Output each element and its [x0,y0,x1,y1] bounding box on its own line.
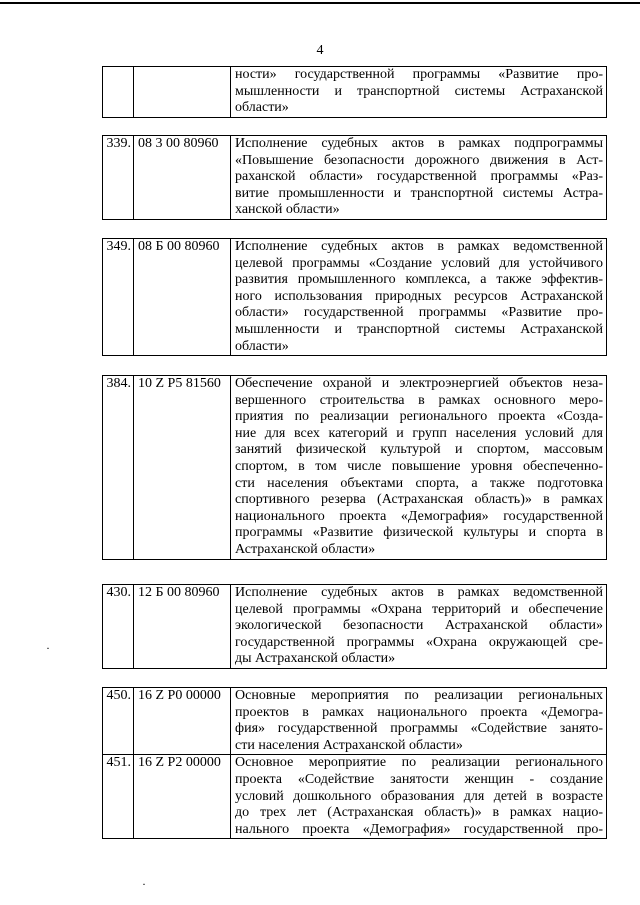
text-line: Основное мероприятие по реализации регионального [235,755,603,771]
table-fragment-384 [102,375,607,560]
table-fragment-430 [102,584,607,669]
text-line: Исполнение судебных актов в рамках подпрограммы [235,136,603,151]
text-line: «Повышение безопасности дорожного движения в Аст- [235,152,603,168]
text-line: ханской области» [235,202,340,218]
text-line: спортом, в том числе повышение уровня обеспеченно- [235,458,603,474]
description-cell [231,67,607,118]
text-line: приятия по реализации регионального проекта «Созда- [235,409,603,425]
text-line: программы «Развитие физической культуры и спорта в [235,525,603,541]
table-row [103,239,607,356]
text-line: Исполнение судебных актов в рамках ведомственной [235,239,603,254]
text-line: нального проекта «Демография» государственной про- [235,821,603,837]
description-cell [231,376,607,560]
budget-code-cell: 10 Z P5 81560 [134,376,231,560]
description-cell [231,585,607,669]
budget-code-cell: 12 Б 00 80960 [134,585,231,669]
text-line: до трех лет (Астраханская область)» в рамках нацио- [235,805,603,821]
text-line: мышленности и транспортной системы Астраханской [235,83,603,99]
table-row [103,376,607,560]
text-line: экологической безопасности Астраханской области» [235,618,603,634]
text-line: условий дошкольного образования для детей в возрасте [235,788,603,804]
text-line: проектов в рамках национального проекта «Демогра- [235,704,603,720]
text-line: занятий физической культурой и спортом, массовым [235,442,603,458]
table-fragment-339 [102,135,607,220]
budget-code-cell [134,67,231,118]
text-line: ности» государственной программы «Развитие про- [235,67,603,82]
text-line: национального проекта «Демография» государственной [235,508,603,524]
text-line: области» [235,100,289,116]
scan-speck: · [46,641,50,655]
top-rule [0,2,640,4]
table-row [103,755,607,839]
text-line: сти населения Астраханской области» [235,737,463,753]
text-line: Исполнение судебных актов в рамках ведомственной [235,585,603,600]
budget-code-cell: 16 Z P2 00000 [134,755,231,839]
text-line: спортивного резерва (Астраханская область)» в рамках [235,492,603,508]
text-line: развития промышленного комплекса, а также эффектив- [235,272,603,288]
text-line: вершенного строительства в рамках основного меро- [235,392,603,408]
budget-code-cell: 16 Z P0 00000 [134,688,231,755]
description-cell [231,755,607,839]
text-line: области» государственной программы «Развитие про- [235,305,603,321]
text-line: витие промышленности и транспортной системы Астра- [235,185,603,201]
text-line: Обеспечение охраной и электроэнергией объектов неза- [235,376,603,391]
description-cell [231,136,607,220]
text-line: фия» государственной программы «Содействие занято- [235,721,603,737]
row-number-cell: 450. [103,688,134,755]
text-line: Основные мероприятия по реализации региональных [235,688,603,703]
text-line: ды Астраханской области» [235,651,396,667]
table-row [103,688,607,755]
text-line: раханской области» государственной программы «Раз- [235,169,603,185]
page-number: 4 [316,43,324,58]
text-line: сти населения объектами спорта, а также подготовка [235,475,603,491]
row-number-cell: 349. [103,239,134,356]
text-line: ного использования природных ресурсов Астраханской [235,288,603,304]
description-cell [231,239,607,356]
text-line: Астраханской области» [235,541,376,557]
text-line: мышленности и транспортной системы Астраханской [235,321,603,337]
text-line: области» [235,338,289,354]
text-line: проекта «Содействие занятости женщин - создание [235,771,603,787]
text-line: целевой программы «Охрана территорий и обеспечение [235,601,603,617]
row-number-cell: 384. [103,376,134,560]
text-line: ние для всех категорий и групп населения условий для [235,425,603,441]
text-line: целевой программы «Создание условий для устойчивого [235,255,603,271]
table-fragment-349 [102,238,607,356]
table-row [103,585,607,669]
row-number-cell [103,67,134,118]
text-line: государственной программы «Охрана окружающей сре- [235,634,603,650]
row-number-cell: 339. [103,136,134,220]
row-number-cell: 451. [103,755,134,839]
table-row [103,136,607,220]
table-fragment-450-451 [102,687,607,839]
row-number-cell: 430. [103,585,134,669]
table-row [103,67,607,118]
scan-speck: · [142,877,146,891]
budget-code-cell: 08 Б 00 80960 [134,239,231,356]
table-fragment-continued [102,66,607,118]
budget-code-cell: 08 3 00 80960 [134,136,231,220]
description-cell [231,688,607,755]
